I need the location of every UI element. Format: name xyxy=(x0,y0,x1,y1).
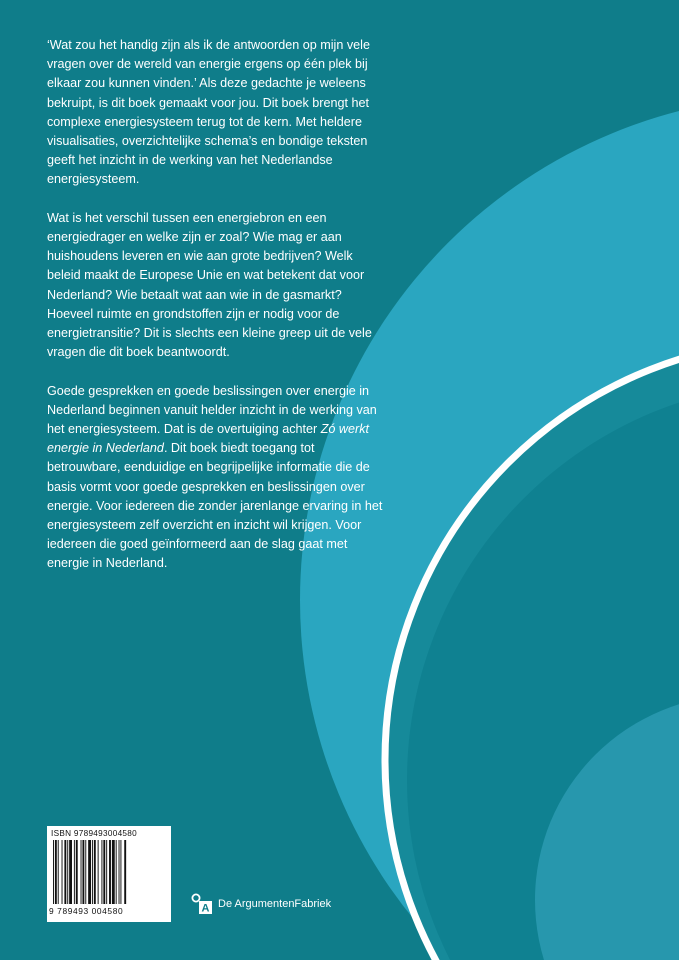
barcode-bar xyxy=(76,840,78,904)
book-title: Zó werkt energie in Nederland xyxy=(47,422,370,456)
logo-letter: A xyxy=(201,902,210,915)
barcode-bar xyxy=(101,840,102,904)
barcode-bar xyxy=(58,840,59,904)
publisher-name: De ArgumentenFabriek xyxy=(218,898,332,910)
barcode-bar xyxy=(124,840,126,904)
barcode-bars xyxy=(53,840,165,904)
barcode-bar xyxy=(92,840,93,904)
barcode-bar xyxy=(62,840,63,904)
argumentenfabriek-logo-icon xyxy=(191,893,213,915)
barcode-bar xyxy=(55,840,57,904)
paragraph-conviction xyxy=(47,382,387,574)
barcode-bar xyxy=(67,840,68,904)
isbn-barcode xyxy=(47,826,171,922)
barcode-bar xyxy=(119,840,120,904)
paragraph-questions: Wat is het verschil tussen een energiebron en een energiedrager en welke zijn er zoal? Wie mag er aan huishoudens leveren en wie aan grote bedrijven? Welk beleid maakt de Europese Unie en wat betekent dat voor Nederland? Wie betaalt wat aan wie in de gasmarkt? Hoeveel ruimte en grondstoffen zijn er nodig voor de energietransitie? Dit is slechts een kleine greep uit de vele vragen die dit boek beantwoordt. xyxy=(47,210,372,360)
paragraph-intro: ‘Wat zou het handig zijn als ik de antwoorden op mijn vele vragen over de wereld van energie ergens op één plek bij elkaar zou kunnen vinden.’ Als deze gedachte je weleens bekruipt, is dit boek gemaakt voor jou. Dit boek brengt het complexe energiesysteem terug tot de kern. Met heldere visualisaties, overzichtelijke schema’s en bondige teksten geeft het inzicht in de werking van het Nederlandse energiesysteem. xyxy=(47,38,370,187)
barcode-bar xyxy=(112,840,115,904)
paragraph-conviction-start: Goede gesprekken en goede beslissingen over energie in Nederland beginnen vanuit helder inzicht in de werking van het energiesysteem. Dat is de overtuiging achter xyxy=(47,383,377,437)
barcode-bar xyxy=(120,840,121,904)
paragraph-conviction-end: . Dit boek biedt toegang tot betrouwbare, eenduidige en begrijpelijke informatie die de basis vormt voor goede gesprekken en beslissingen over energie. Voor iedereen die zonder jarenlange ervaring in het energiesysteem zelf overzicht en inzicht wil krijgen. Voor iedereen die goed geïnformeerd aan de slag gaat met energie in Nederland. xyxy=(47,441,383,571)
barcode-bar xyxy=(88,840,91,904)
barcode-bar xyxy=(98,840,99,904)
barcode-bar xyxy=(85,840,86,904)
isbn-digits: 9 789493 004580 xyxy=(49,906,124,916)
barcode-bar xyxy=(53,840,54,904)
barcode-bar xyxy=(106,840,107,904)
barcode-bar xyxy=(116,840,117,904)
barcode-bar xyxy=(103,840,105,904)
barcode-bar xyxy=(82,840,84,904)
barcode-bar xyxy=(69,840,72,904)
publisher-logo xyxy=(191,893,331,915)
barcode-bar xyxy=(94,840,96,904)
back-cover-text xyxy=(47,36,387,593)
barcode-bar xyxy=(109,840,111,904)
barcode-bar xyxy=(74,840,75,904)
barcode-bar xyxy=(81,840,82,904)
barcode-bar xyxy=(64,840,66,904)
isbn-label: ISBN 9789493004580 xyxy=(51,829,137,838)
